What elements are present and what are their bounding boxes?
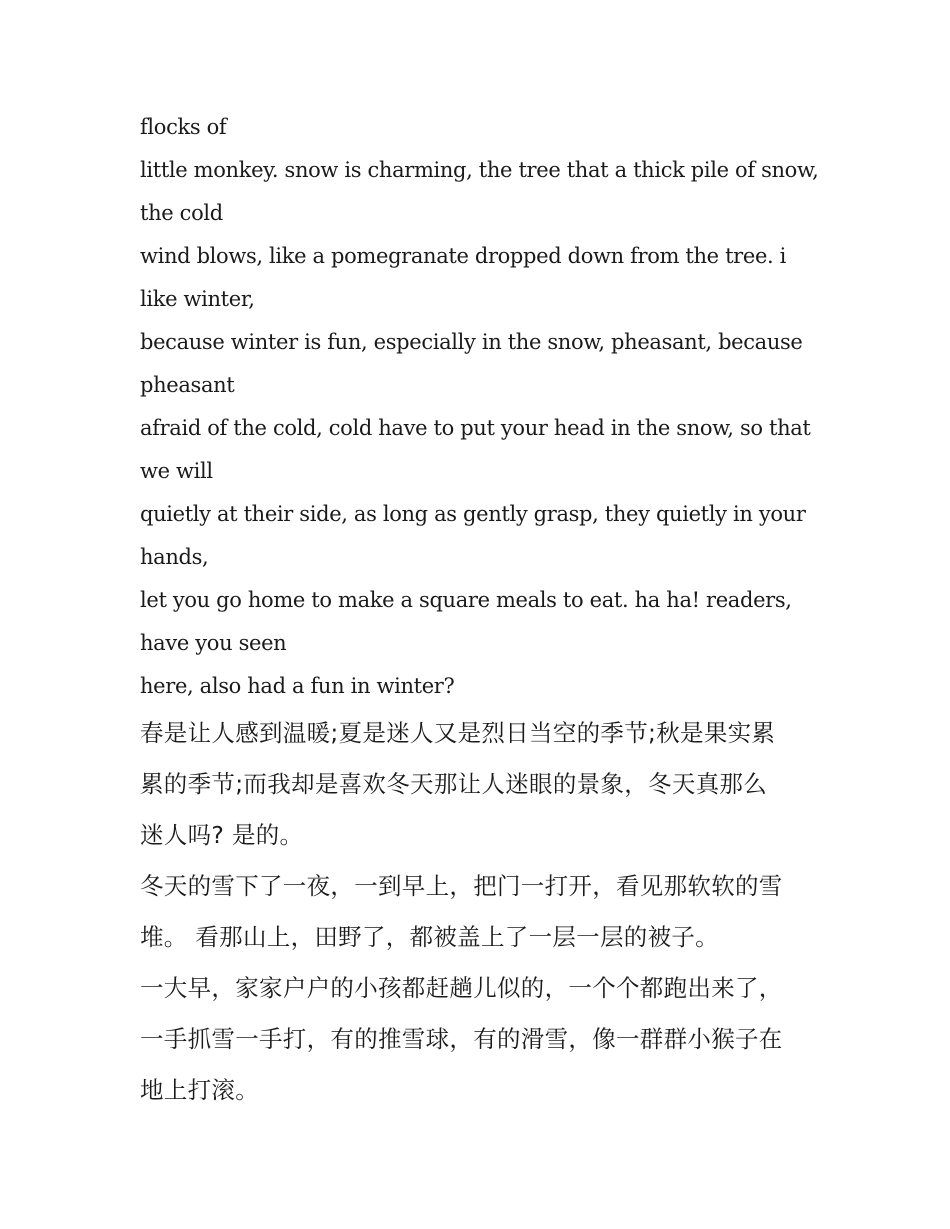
english-line: hands, bbox=[140, 545, 209, 569]
chinese-line: 冬天的雪下了一夜，一到早上，把门一打开，看见那软软的雪 bbox=[140, 872, 783, 900]
english-line: pheasant bbox=[140, 373, 235, 397]
chinese-line: 堆。 看那山上，田野了，都被盖上了一层一层的被子。 bbox=[140, 923, 719, 951]
english-line: here, also had a fun in winter? bbox=[140, 674, 455, 698]
document-body bbox=[140, 106, 830, 1116]
english-line: because winter is fun, especially in the snow, pheasant, because bbox=[140, 330, 803, 354]
english-line: the cold bbox=[140, 201, 223, 225]
english-line: let you go home to make a square meals to eat. ha ha! readers, bbox=[140, 588, 792, 612]
chinese-paragraph-children-playing bbox=[140, 963, 830, 1116]
chinese-line: 春是让人感到温暖;夏是迷人又是烈日当空的季节;秋是果实累 bbox=[140, 719, 776, 747]
chinese-line: 迷人吗? 是的。 bbox=[140, 821, 304, 849]
english-line: little monkey. snow is charming, the tree that a thick pile of snow, bbox=[140, 158, 819, 182]
english-line: quietly at their side, as long as gently grasp, they quietly in your bbox=[140, 502, 806, 526]
english-line: like winter, bbox=[140, 287, 255, 311]
chinese-line: 一手抓雪一手打，有的推雪球，有的滑雪，像一群群小猴子在 bbox=[140, 1025, 783, 1053]
english-line: have you seen bbox=[140, 631, 287, 655]
chinese-paragraph-snowfall bbox=[140, 861, 830, 963]
chinese-paragraph-spring-summer-autumn bbox=[140, 708, 830, 861]
english-line: we will bbox=[140, 459, 213, 483]
chinese-line: 一大早，家家户户的小孩都赶趟儿似的，一个个都跑出来了， bbox=[140, 974, 783, 1002]
english-line: flocks of bbox=[140, 115, 227, 139]
english-line: afraid of the cold, cold have to put your head in the snow, so that bbox=[140, 416, 811, 440]
chinese-line: 地上打滚。 bbox=[140, 1076, 259, 1104]
chinese-line: 累的季节;而我却是喜欢冬天那让人迷眼的景象，冬天真那么 bbox=[140, 770, 768, 798]
english-line: wind blows, like a pomegranate dropped down from the tree. i bbox=[140, 244, 787, 268]
